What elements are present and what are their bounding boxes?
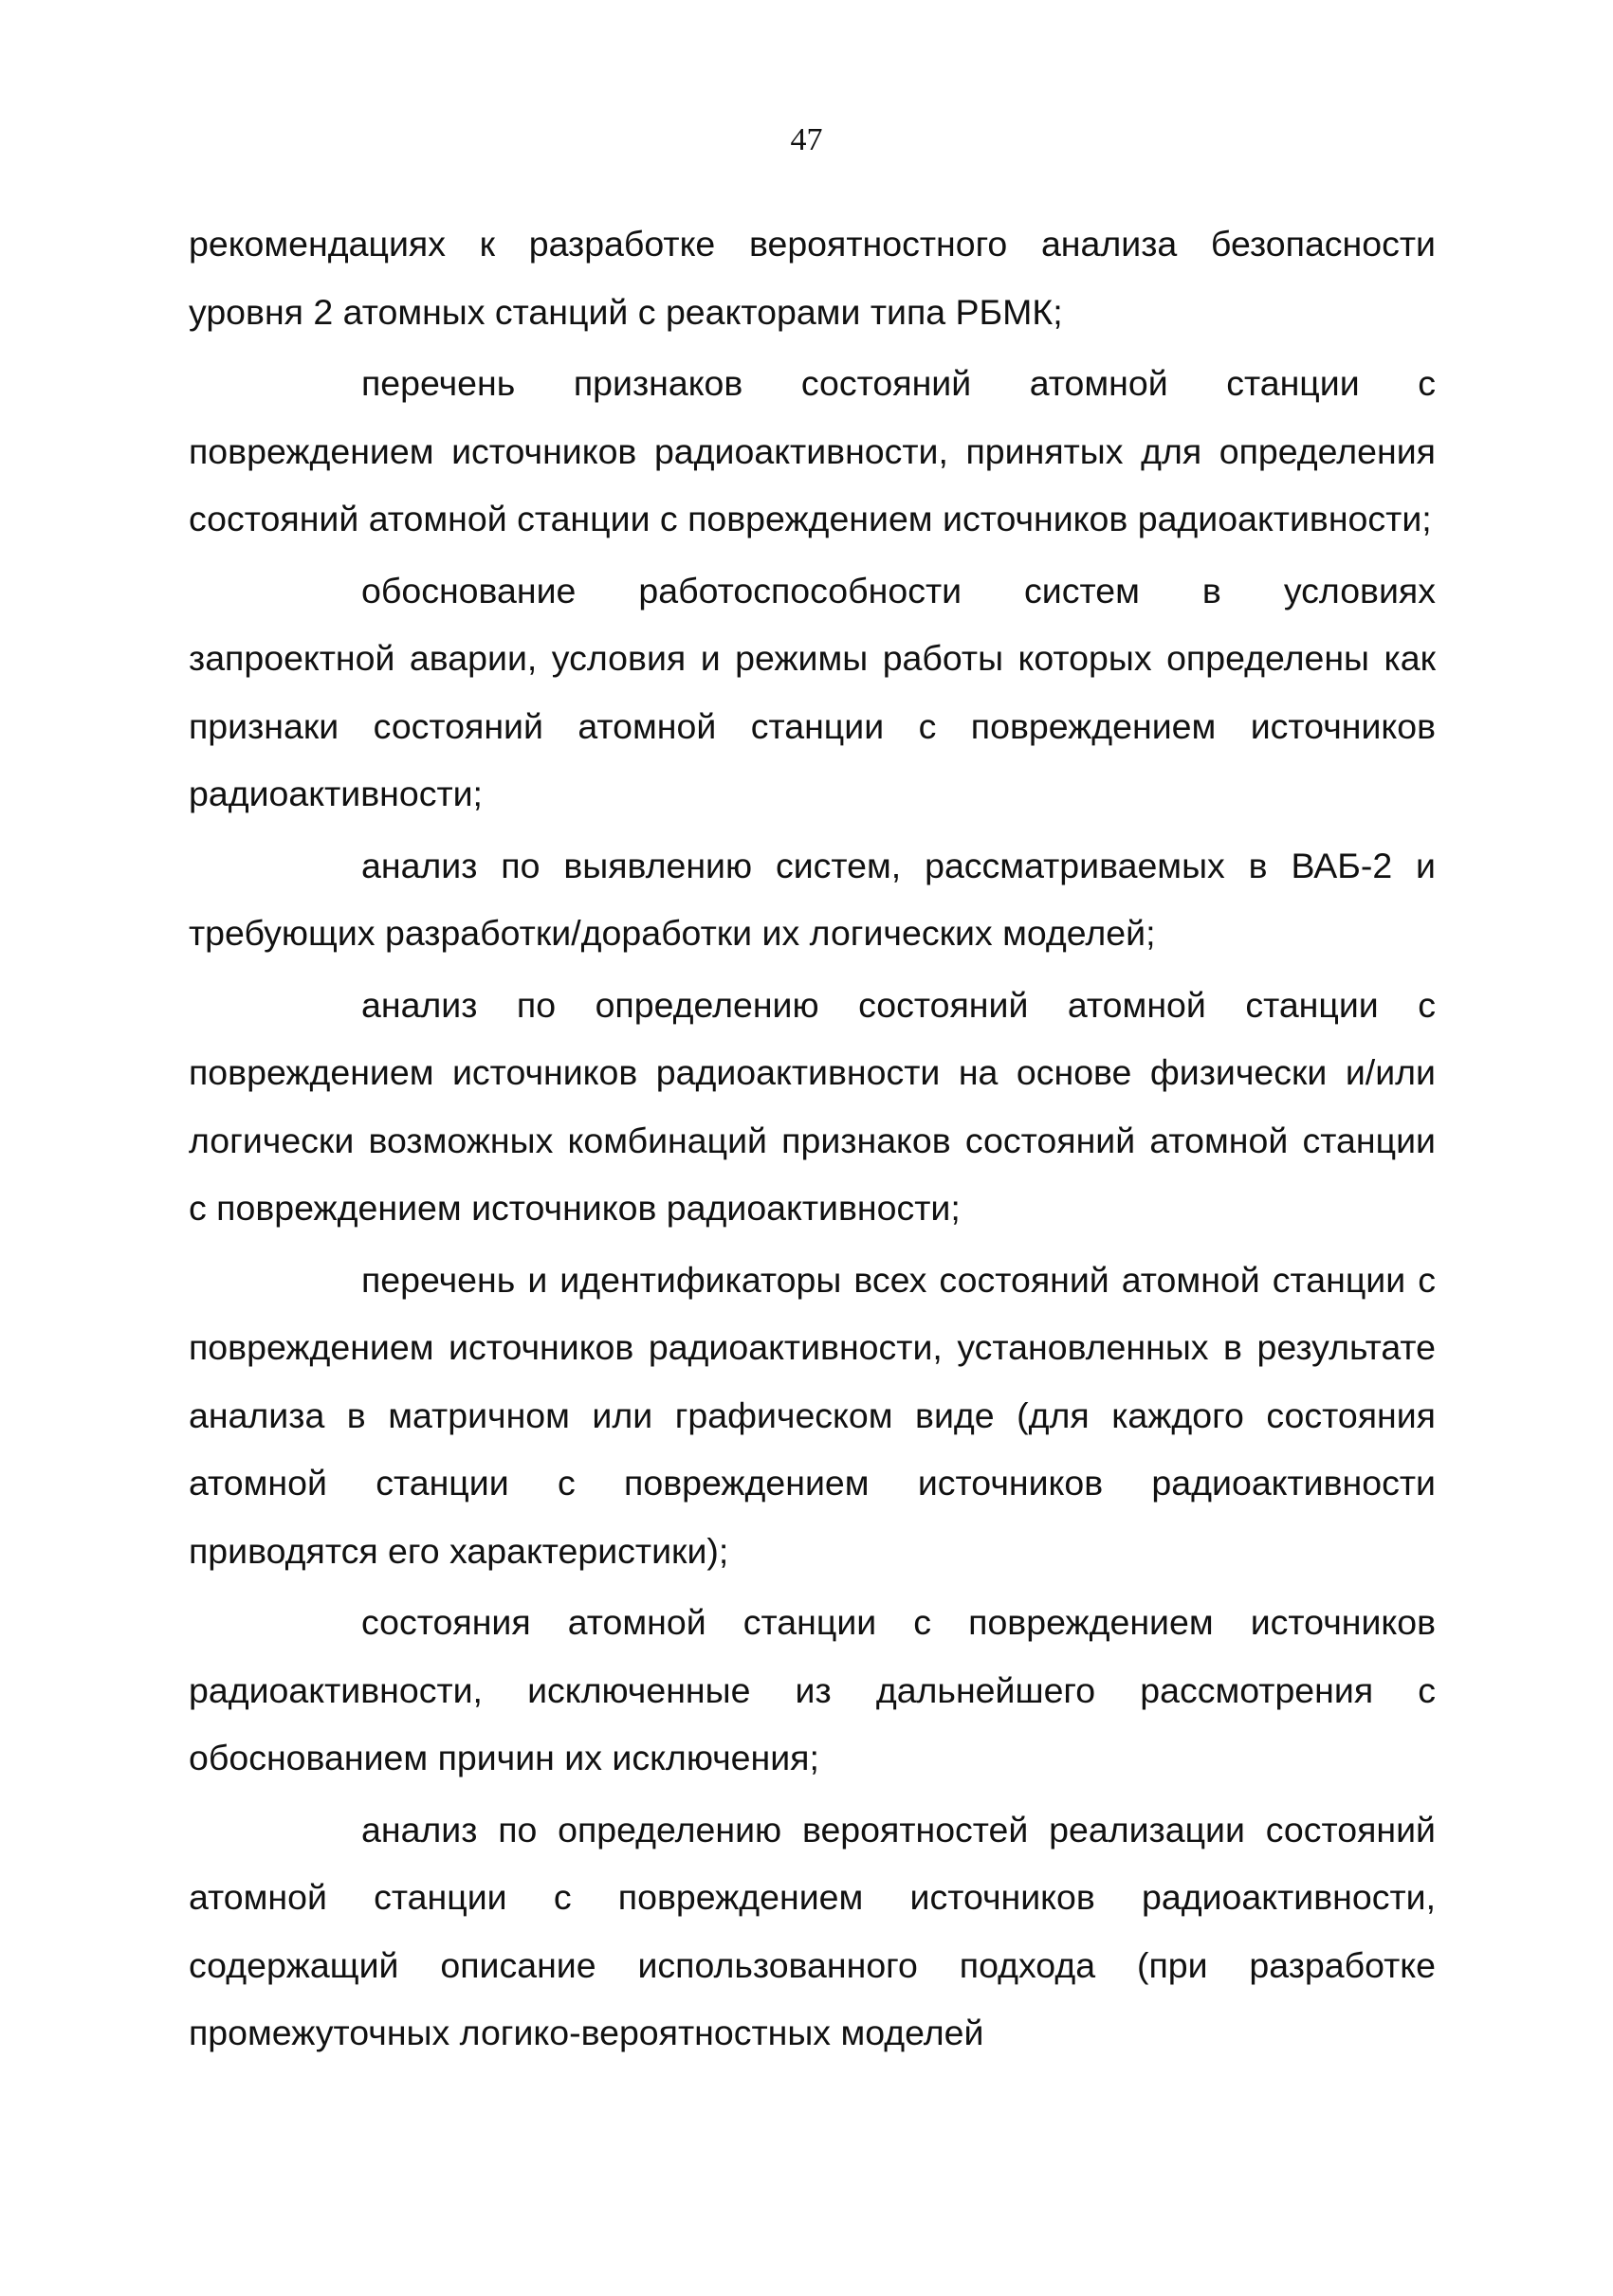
page-number: 47 — [790, 122, 823, 157]
paragraph-7: состояния атомной станции с повреждением источников радиоактивности, исключенные из дальнейшего рассмотрения с обоснованием причин их исключения; — [189, 1602, 1436, 1777]
paragraph-5: анализ по определению состояний атомной станции с повреждением источников радиоактивности на основе физически и/или логически возможных комбинаций признаков состояний атомной станции с повреждением источников радиоактивности; — [189, 984, 1436, 1228]
paragraph-6: перечень и идентификаторы всех состояний атомной станции с повреждением источников радиоактивности, установленных в результате анализа в матричном или графическом виде (для каждого состояния атомной станции с повреждением источников радиоактивности приводятся его характеристики); — [189, 1259, 1436, 1571]
paragraph-3: обоснование работоспособности систем в условиях запроектной аварии, условия и режимы работы которых определены как признаки состояний атомной станции с повреждением источников радиоактивности; — [189, 570, 1436, 813]
paragraph-1: рекомендациях к разработке вероятностного анализа безопасности уровня 2 атомных станций с реакторами типа РБМК; — [189, 224, 1436, 332]
paragraph-8: анализ по определению вероятностей реализации состояний атомной станции с повреждением источников радиоактивности, содержащий описание использованного подхода (при разработке промежуточных логико-вероятностных моделей — [189, 1809, 1436, 2052]
document-body — [189, 210, 1436, 2071]
paragraph-2: перечень признаков состояний атомной станции с повреждением источников радиоактивности, принятых для определения состояний атомной станции с повреждением источников радиоактивности; — [189, 363, 1436, 538]
paragraph-4: анализ по выявлению систем, рассматриваемых в ВАБ-2 и требующих разработки/доработки их логических моделей; — [189, 845, 1436, 953]
